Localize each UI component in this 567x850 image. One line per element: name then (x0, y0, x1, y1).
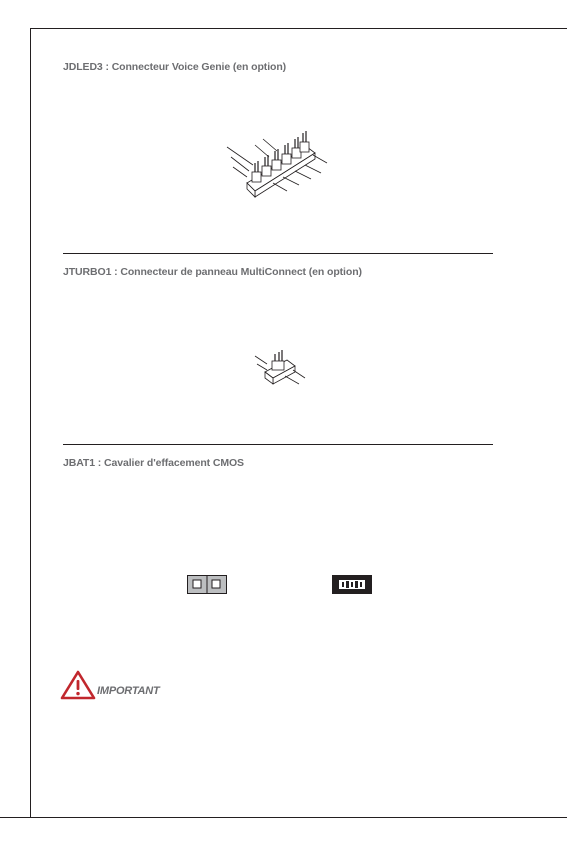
jbat1-jumper-closed-diagram (332, 575, 372, 594)
warning-triangle-icon (60, 670, 96, 700)
jbat1-jumper-open-diagram (187, 575, 227, 594)
jdled3-heading: JDLED3 : Connecteur Voice Genie (en option) (63, 61, 287, 73)
important-note (60, 670, 240, 700)
jdled3-connector-diagram (225, 125, 340, 200)
section-divider (63, 253, 493, 254)
jturbo1-heading: JTURBO1 : Connecteur de panneau MultiConnect (en option) (63, 266, 362, 278)
important-label: IMPORTANT (97, 685, 160, 697)
section-divider (63, 444, 493, 445)
page-frame-bottom (0, 817, 567, 818)
page-frame-left (30, 28, 31, 818)
jturbo1-connector-diagram (253, 348, 308, 386)
jbat1-heading: JBAT1 : Cavalier d'effacement CMOS (63, 457, 244, 469)
page-frame-top (31, 28, 567, 29)
